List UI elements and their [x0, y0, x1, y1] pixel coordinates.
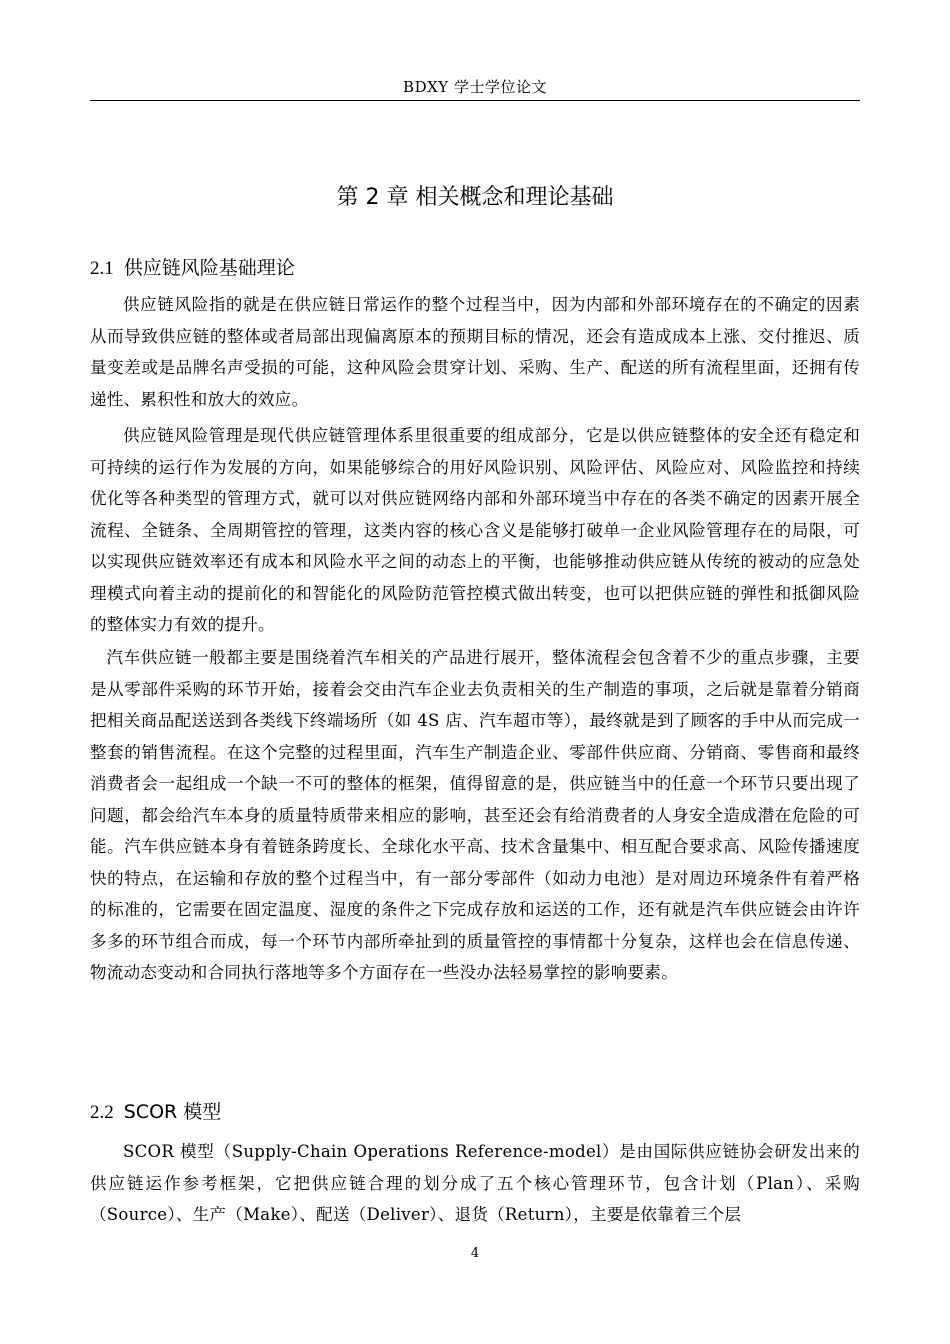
page-number: 4: [470, 1246, 480, 1261]
running-header: BDXY 学士学位论文: [403, 78, 547, 96]
section-heading-2-2: [90, 1097, 221, 1124]
paragraph: SCOR 模型（Supply-Chain Operations Reference-model）是由国际供应链协会研发出来的供应链运作参考框架，它把供应链合理的划分成了五个核心管理环节，包含计划（Plan）、采购（Source）、生产（Make）、配送（Deliver）、退货（Return），主要是依靠着三个层: [90, 1142, 860, 1224]
section-title: 供应链风险基础理论: [123, 257, 295, 279]
paragraph: 供应链风险指的就是在供应链日常运作的整个过程当中，因为内部和外部环境存在的不确定的因素从而导致供应链的整体或者局部出现偏离原本的预期目标的情况，还会有造成成本上涨、交付推迟、质量变差或是品牌名声受损的可能，这种风险会贯穿计划、采购、生产、配送的所有流程里面，还拥有传递性、累积性和放大的效应。: [90, 295, 860, 409]
paragraph: 供应链风险管理是现代供应链管理体系里很重要的组成部分，它是以供应链整体的安全还有稳定和可持续的运行作为发展的方向，如果能够综合的用好风险识别、风险评估、风险应对、风险监控和持续优化等各种类型的管理方式，就可以对供应链网络内部和外部环境当中存在的各类不确定的因素开展全流程、全链条、全周期管控的管理，这类内容的核心含义是能够打破单一企业风险管理存在的局限，可以实现供应链效率还有成本和风险水平之间的动态上的平衡，也能够推动供应链从传统的被动的应急处理模式向着主动的提前化的和智能化的风险防范管控模式做出转变，也可以把供应链的弹性和抵御风险的整体实力有效的提升。: [90, 426, 860, 634]
section-number: 2.1: [90, 258, 114, 279]
section-number: 2.2: [90, 1102, 114, 1123]
section-title: SCOR 模型: [123, 1101, 222, 1123]
section-heading-2-1: [90, 253, 295, 280]
header-divider: [90, 100, 860, 101]
chapter-title: 第 2 章 相关概念和理论基础: [336, 185, 614, 210]
paragraph: 汽车供应链一般都主要是围绕着汽车相关的产品进行展开，整体流程会包含着不少的重点步骤，主要是从零部件采购的环节开始，接着会交由汽车企业去负责相关的生产制造的事项，之后就是靠着分销商把相关商品配送送到各类线下终端场所（如 4S 店、汽车超市等），最终就是到了顾客的手中从而完成一整套的销售流程。在这个完整的过程里面，汽车生产制造企业、零部件供应商、分销商、零售商和最终消费者会一起组成一个缺一不可的整体的框架，值得留意的是，供应链当中的任意一个环节只要出现了问题，都会给汽车本身的质量特质带来相应的影响，甚至还会有给消费者的人身安全造成潜在危险的可能。汽车供应链本身有着链条跨度长、全球化水平高、技术含量集中、相互配合要求高、风险传播速度快的特点，在运输和存放的整个过程当中，有一部分零部件（如动力电池）是对周边环境条件有着严格的标准的，它需要在固定温度、湿度的条件之下完成存放和运送的工作，还有就是汽车供应链会由许许多多的环节组合而成，每一个环节内部所牵扯到的质量管控的事情都十分复杂，这样也会在信息传递、物流动态变动和合同执行落地等多个方面存在一些没办法轻易掌控的影响要素。: [90, 648, 860, 982]
